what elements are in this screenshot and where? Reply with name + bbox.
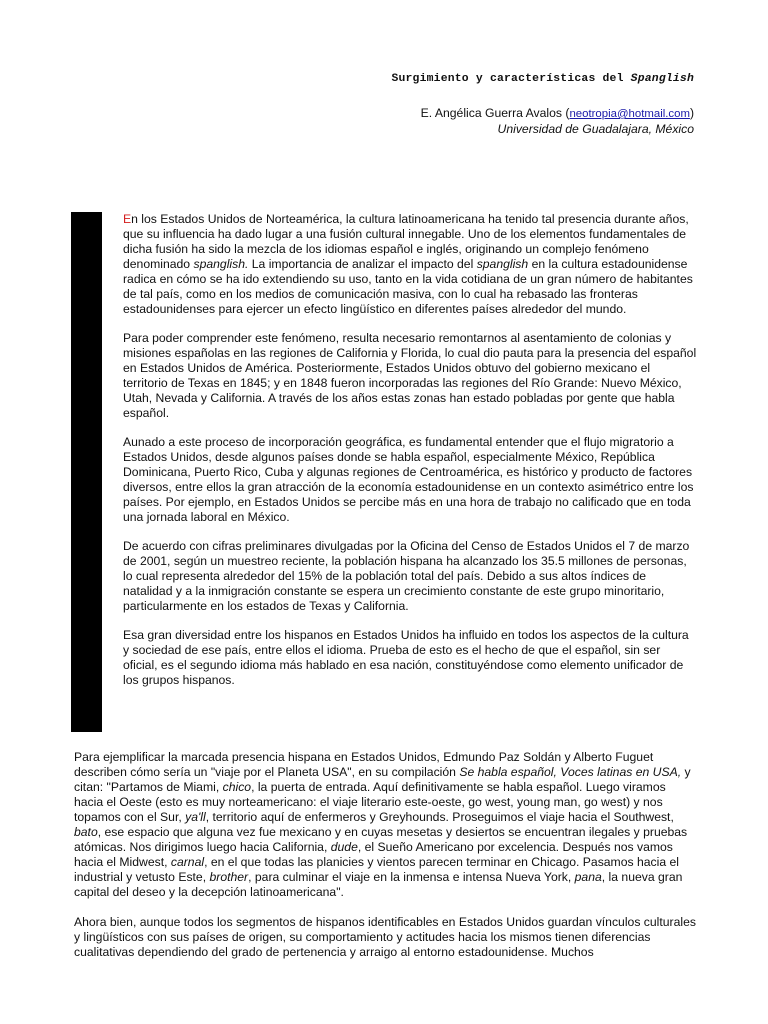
paragraph-6-text-j: , la nueva gran capital del deseo y la decepción latinoamericana".	[74, 870, 683, 899]
paragraph-6-text-b: y citan: "Partamos de Miami,	[74, 765, 691, 794]
paragraph-6-italic-1: Se habla español, Voces latinas en USA,	[459, 765, 682, 779]
body-section	[74, 750, 698, 975]
author-line	[421, 106, 694, 122]
decorative-black-bar	[71, 212, 102, 732]
paragraph-6-text-c: , la puerta de entrada. Aquí definitivamente se habla español. Luego viramos hacia el Oeste (esto es muy norteamericano: el viaje literario este-oeste, go west, young man, go west) y nos topamos con el Sur,	[74, 780, 666, 824]
author-name: E. Angélica Guerra Avalos (	[420, 106, 570, 120]
paragraph-6-text-d: , territorio aquí de enfermeros y Greyhounds. Proseguimos el viaje hacia el Southwest,	[205, 810, 674, 824]
paragraph-1-text-a: n los Estados Unidos de Norteamérica, la cultura latinoamericana ha tenido tal presencia durante años, que su influencia ha dado lugar a una fusión cultural innegable. Uno de los elementos fundamentales de dicha fusión ha sido la mezcla de los idiomas español e inglés, originando un complejo fenómeno denominado	[123, 212, 689, 271]
paragraph-6-italic-5: dude	[330, 840, 358, 854]
author-block	[421, 106, 694, 137]
author-institution: Universidad de Guadalajara, México	[497, 122, 694, 136]
paragraph-1-text-c: en la cultura estadounidense radica en cómo se ha ido extendiendo su uso, tanto en la vida cotidiana de un gran número de habitantes de tal país, como en los medios de comunicación masiva, con lo cual ha rebasado las fronteras estadounidenses para ejercer un efecto lingüístico en diferentes países alrededor del mundo.	[123, 257, 693, 316]
paragraph-1	[123, 212, 698, 317]
drop-cap: E	[123, 212, 132, 226]
author-close-paren: )	[689, 106, 694, 120]
paragraph-2: Para poder comprender este fenómeno, resulta necesario remontarnos al asentamiento de colonias y misiones españolas en las regiones de California y Florida, lo cual dio pauta para la presencia del español en Estados Unidos de América. Posteriormente, Estados Unidos obtuvo del gobierno mexicano el territorio de Texas en 1845; y en 1848 fueron incorporadas las regiones del Río Grande: Nuevo México, Utah, Nevada y California. A través de los años estas zonas han estado pobladas por gente que habla español.	[123, 331, 697, 420]
paragraph-6-text-h: , para culminar el viaje en la inmensa e intensa Nueva York,	[248, 870, 575, 884]
intro-section	[123, 212, 698, 702]
paragraph-6-italic-6: carnal	[170, 855, 205, 869]
paragraph-6	[74, 750, 698, 900]
paragraph-7: Ahora bien, aunque todos los segmentos de hispanos identificables en Estados Unidos guardan vínculos culturales y lingüísticos con sus países de origen, su comportamiento y actitudes hacia los mismos tienen diferencias cualitativas dependiendo del grado de pertenencia y arraigo al entorno estadounidense. Muchos	[74, 915, 696, 959]
title-text: Surgimiento y características del	[391, 73, 631, 85]
paragraph-1-italic-2: spanglish	[476, 257, 529, 271]
paragraph-6-italic-3: ya'll	[185, 810, 206, 824]
paragraph-6-italic-4: bato	[74, 825, 98, 839]
paragraph-5: Esa gran diversidad entre los hispanos en Estados Unidos ha influido en todos los aspectos de la cultura y sociedad de ese país, entre ellos el idioma. Prueba de esto es el hecho de que el español, sin ser oficial, es el segundo idioma más hablado en esa nación, constituyéndose como elemento unificador de los grupos hispanos.	[123, 628, 689, 687]
paragraph-1-italic-1: spanglish.	[193, 257, 249, 271]
paragraph-6-text-e: , ese espacio que alguna vez fue mexicano y en cuyas mesetas y desiertos se encuentran ilegales y pruebas atómicas. Nos dirigimos luego hacia California,	[74, 825, 688, 854]
title-italic-text: Spanglish	[630, 73, 694, 85]
paragraph-6-italic-7: brother	[209, 870, 249, 884]
document-title	[391, 72, 694, 87]
paragraph-4: De acuerdo con cifras preliminares divulgadas por la Oficina del Censo de Estados Unidos el 7 de marzo de 2001, según un muestreo reciente, la población hispana ha alcanzado los 35.5 millones de personas, lo cual representa alrededor del 15% de la población total del país. Debido a sus altos índices de natalidad y a la inmigración constante se espera un crecimiento constante de este grupo minoritario, particularmente en los estados de Texas y California.	[123, 539, 690, 613]
author-email-link[interactable]: neotropia@hotmail.com	[569, 108, 690, 120]
paragraph-6-text-a: Para ejemplificar la marcada presencia hispana en Estados Unidos, Edmundo Paz Soldán y Alberto Fuguet describen cómo sería un "viaje por el Planeta USA", en su compilación	[74, 750, 654, 779]
paragraph-1-text-b: La importancia de analizar el impacto del	[248, 257, 477, 271]
paragraph-6-text-f: , el Sueño Americano por excelencia. Después nos vamos hacia el Midwest,	[74, 840, 673, 869]
paragraph-6-italic-8: pana	[574, 870, 602, 884]
paragraph-3: Aunado a este proceso de incorporación geográfica, es fundamental entender que el flujo migratorio a Estados Unidos, desde algunos países donde se habla español, especialmente México, República Dominicana, Puerto Rico, Cuba y algunas regiones de Centroamérica, es histórico y producto de factores diversos, entre ellos la gran atracción de la economía estadounidense en un contexto asimétrico entre los países. Por ejemplo, en Estados Unidos se percibe más en una hora de trabajo no calificado que en toda una jornada laboral en México.	[123, 435, 694, 524]
paragraph-6-text-g: , en el que todas las planicies y vientos parecen terminar en Chicago. Pasamos hacia el industrial y vetusto Este,	[74, 855, 679, 884]
paragraph-6-italic-2: chico	[222, 780, 252, 794]
